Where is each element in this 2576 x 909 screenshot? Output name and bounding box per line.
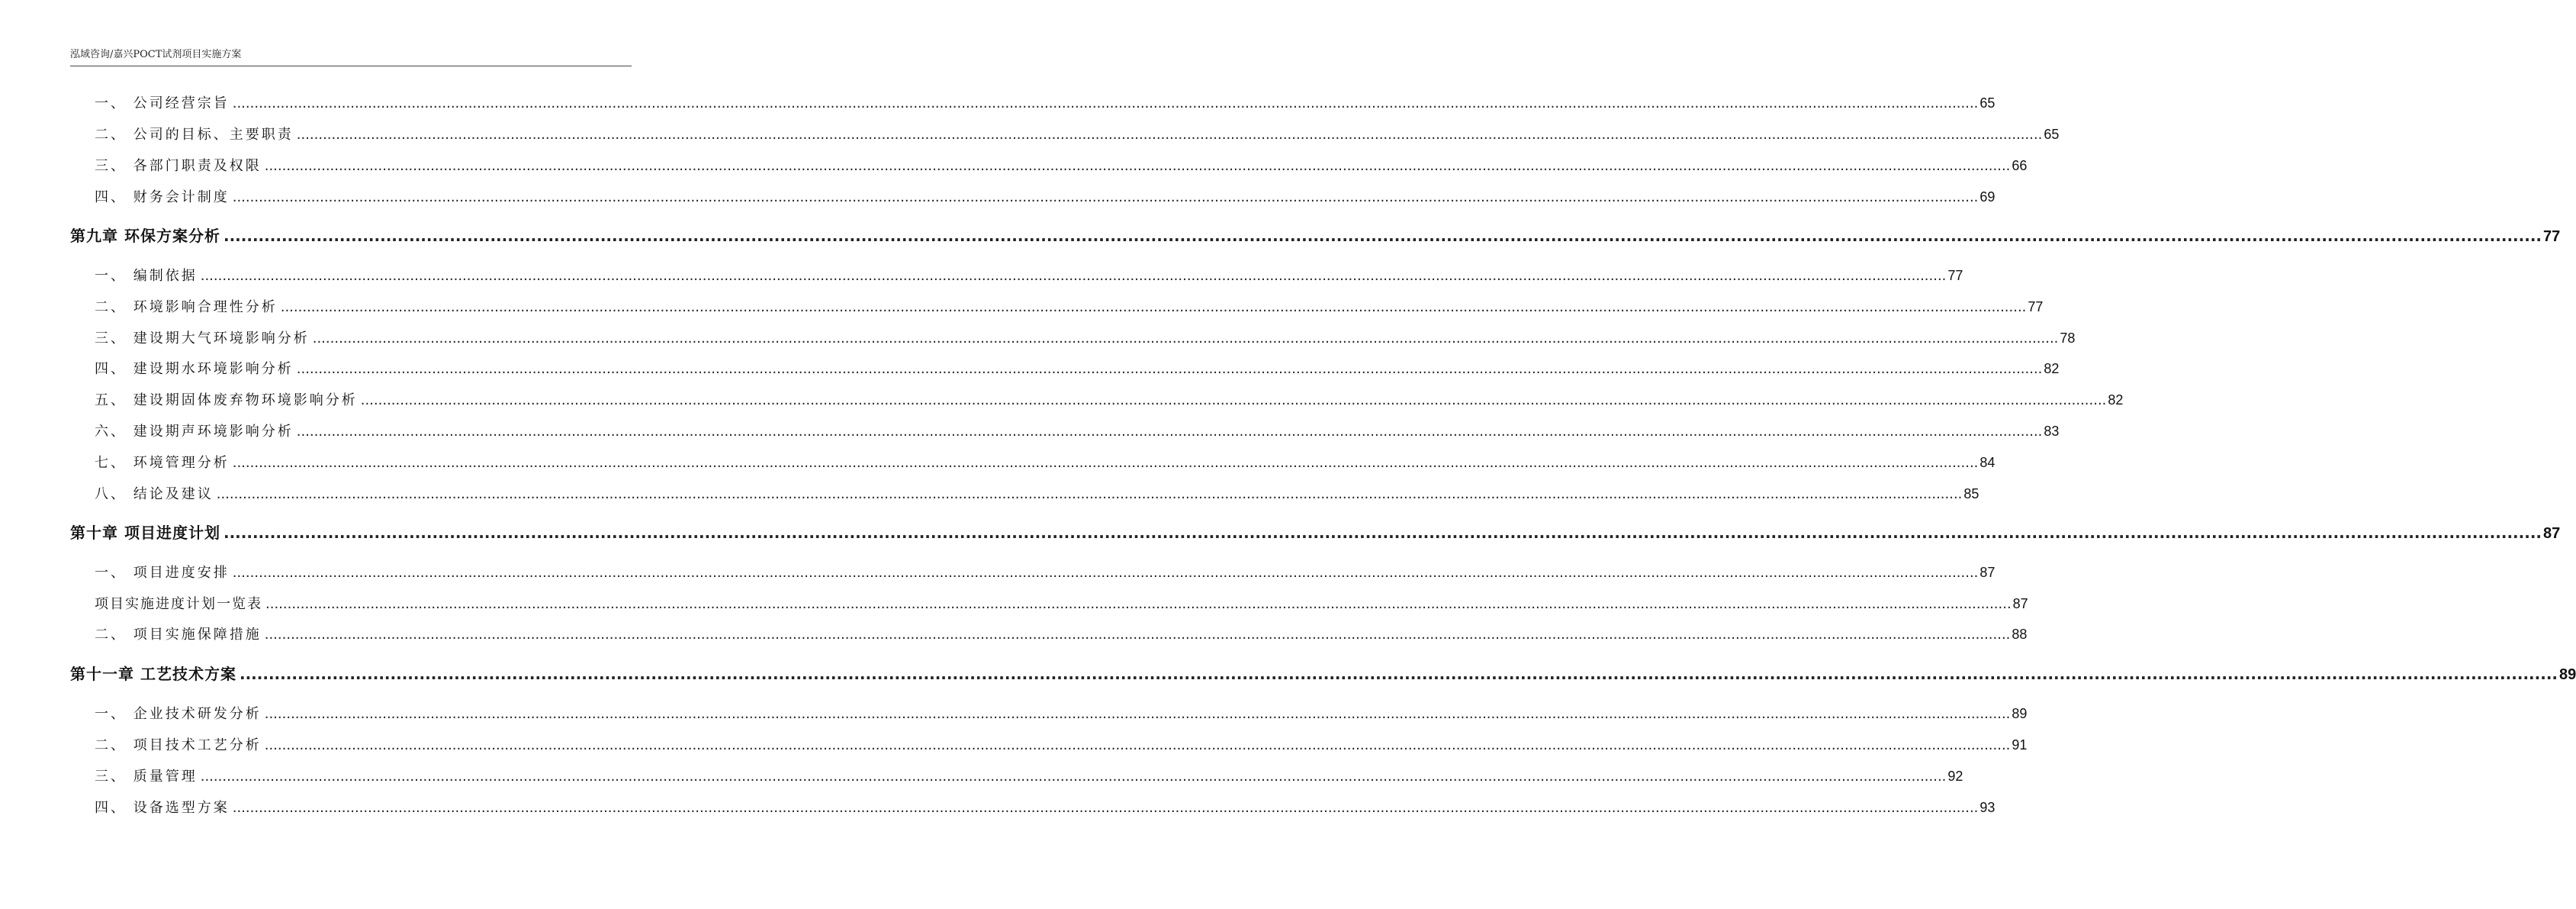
toc-entry[interactable]	[95, 390, 2124, 410]
toc-entry[interactable]	[95, 359, 2060, 379]
toc-entry-page: 93	[1979, 800, 1996, 815]
toc-entry-page: 65	[2044, 127, 2060, 142]
toc-entry[interactable]	[95, 735, 2028, 755]
toc-entry[interactable]	[95, 453, 1996, 472]
toc-leader-dots: ................................................................................................................................................................................................................................................................................................................................................................................................................	[312, 330, 2059, 347]
toc-entry-title: 一、 企业技术研发分析	[95, 706, 262, 722]
toc-entry-page: 88	[2012, 627, 2028, 642]
toc-entry-page: 65	[1979, 95, 1996, 111]
toc-entry[interactable]	[95, 156, 2028, 176]
toc-entry-title: 三、 建设期大气环境影响分析	[95, 330, 310, 347]
toc-entry[interactable]	[95, 93, 1996, 113]
toc-chapter-entry[interactable]	[70, 521, 2561, 544]
toc-entry-page: 82	[2044, 361, 2060, 376]
toc-entry[interactable]	[95, 421, 2060, 441]
toc-leader-dots: ................................................................................................................................................................................................................................................................................................................................................................................................................	[223, 524, 2542, 542]
toc-leader-dots: ................................................................................................................................................................................................................................................................................................................................................................................................................	[223, 227, 2542, 245]
toc-leader-dots: ................................................................................................................................................................................................................................................................................................................................................................................................................	[232, 565, 1979, 581]
toc-entry[interactable]	[95, 766, 1963, 786]
toc-chapter-page: 89	[2559, 666, 2576, 683]
toc-leader-dots: ................................................................................................................................................................................................................................................................................................................................................................................................................	[232, 95, 1979, 111]
toc-entry[interactable]	[95, 704, 2028, 724]
toc-leader-dots: ................................................................................................................................................................................................................................................................................................................................................................................................................	[232, 800, 1979, 816]
page-header: 泓域咨询/嘉兴POCT试剂项目实施方案	[70, 46, 632, 66]
toc-leader-dots: ................................................................................................................................................................................................................................................................................................................................................................................................................	[239, 665, 2558, 683]
toc-entry-title: 三、 各部门职责及权限	[95, 158, 262, 174]
toc-leader-dots: ................................................................................................................................................................................................................................................................................................................................................................................................................	[264, 706, 2011, 722]
toc-entry-page: 84	[1979, 455, 1996, 470]
toc-chapter-title: 第十章 项目进度计划	[70, 524, 220, 542]
toc-entry-page: 66	[2012, 158, 2028, 173]
toc-leader-dots: ................................................................................................................................................................................................................................................................................................................................................................................................................	[200, 769, 1947, 785]
toc-entry-title: 四、 设备选型方案	[95, 800, 230, 816]
toc-leader-dots: ................................................................................................................................................................................................................................................................................................................................................................................................................	[360, 392, 2107, 408]
toc-entry-page: 87	[1979, 565, 1996, 580]
toc-entry-page: 78	[2060, 330, 2076, 346]
toc-entry-page: 69	[1979, 189, 1996, 205]
toc-leader-dots: ................................................................................................................................................................................................................................................................................................................................................................................................................	[264, 627, 2011, 643]
toc-leader-dots: ................................................................................................................................................................................................................................................................................................................................................................................................................	[200, 268, 1947, 284]
toc-leader-dots: ................................................................................................................................................................................................................................................................................................................................................................................................................	[264, 737, 2011, 753]
toc-entry[interactable]	[95, 266, 1963, 285]
toc-entry[interactable]	[95, 594, 2028, 614]
toc-entry[interactable]	[95, 562, 1996, 582]
toc-entry-page: 91	[2012, 737, 2028, 753]
toc-chapter-page: 77	[2543, 228, 2561, 245]
toc-leader-dots: ................................................................................................................................................................................................................................................................................................................................................................................................................	[296, 127, 2043, 143]
toc-entry-page: 92	[1947, 769, 1963, 784]
toc-entry-title: 二、 项目实施保障措施	[95, 627, 262, 643]
toc-entry-title: 八、 结论及建议	[95, 486, 214, 502]
toc-entry[interactable]	[95, 297, 2044, 317]
toc-entry[interactable]	[95, 124, 2060, 144]
toc-entry-page: 89	[2012, 706, 2028, 721]
toc-entry-title: 二、 项目技术工艺分析	[95, 737, 262, 753]
toc-entry-page: 87	[2012, 596, 2028, 611]
toc-leader-dots: ................................................................................................................................................................................................................................................................................................................................................................................................................	[216, 486, 1963, 502]
toc-entry-title: 六、 建设期声环境影响分析	[95, 424, 294, 440]
toc-leader-dots: ................................................................................................................................................................................................................................................................................................................................................................................................................	[296, 424, 2043, 440]
toc-chapter-title: 第十一章 工艺技术方案	[70, 665, 236, 683]
toc-leader-dots: ................................................................................................................................................................................................................................................................................................................................................................................................................	[296, 361, 2043, 377]
toc-entry[interactable]	[95, 328, 2076, 348]
toc-entry-title: 七、 环境管理分析	[95, 455, 230, 471]
toc-entry-page: 77	[2028, 299, 2044, 314]
toc-entry-title: 五、 建设期固体废弃物环境影响分析	[95, 392, 358, 408]
toc-entry[interactable]	[95, 187, 1996, 207]
toc-leader-dots: ................................................................................................................................................................................................................................................................................................................................................................................................................	[265, 596, 2012, 612]
toc-entry-title: 四、 财务会计制度	[95, 189, 230, 205]
toc-chapter-entry[interactable]	[70, 662, 2576, 685]
toc-entry-page: 83	[2044, 424, 2060, 439]
toc-chapter-title: 第九章 环保方案分析	[70, 227, 220, 245]
toc-leader-dots: ................................................................................................................................................................................................................................................................................................................................................................................................................	[232, 455, 1979, 471]
toc-chapter-page: 87	[2543, 525, 2561, 542]
toc-leader-dots: ................................................................................................................................................................................................................................................................................................................................................................................................................	[264, 158, 2011, 174]
toc-chapter-entry[interactable]	[70, 224, 2561, 247]
toc-entry[interactable]	[95, 624, 2028, 644]
toc-entry-page: 77	[1947, 268, 1963, 283]
toc-leader-dots: ................................................................................................................................................................................................................................................................................................................................................................................................................	[280, 299, 2027, 315]
toc-entry-title: 三、 质量管理	[95, 769, 198, 785]
toc-entry-page: 85	[1963, 486, 1979, 501]
toc-entry[interactable]	[95, 484, 1979, 504]
toc-entry-title: 一、 编制依据	[95, 268, 198, 284]
toc-entry-title: 二、 环境影响合理性分析	[95, 299, 278, 315]
toc-entry-title: 四、 建设期水环境影响分析	[95, 361, 294, 377]
toc-entry-title: 一、 公司经营宗旨	[95, 95, 230, 111]
toc-leader-dots: ................................................................................................................................................................................................................................................................................................................................................................................................................	[232, 189, 1979, 205]
toc-entry-title: 项目实施进度计划一览表	[95, 596, 262, 612]
toc-entry-page: 82	[2108, 392, 2124, 408]
toc-entry-title: 一、 项目进度安排	[95, 565, 230, 581]
toc-entry-title: 二、 公司的目标、主要职责	[95, 127, 294, 143]
toc-entry[interactable]	[95, 798, 1996, 817]
